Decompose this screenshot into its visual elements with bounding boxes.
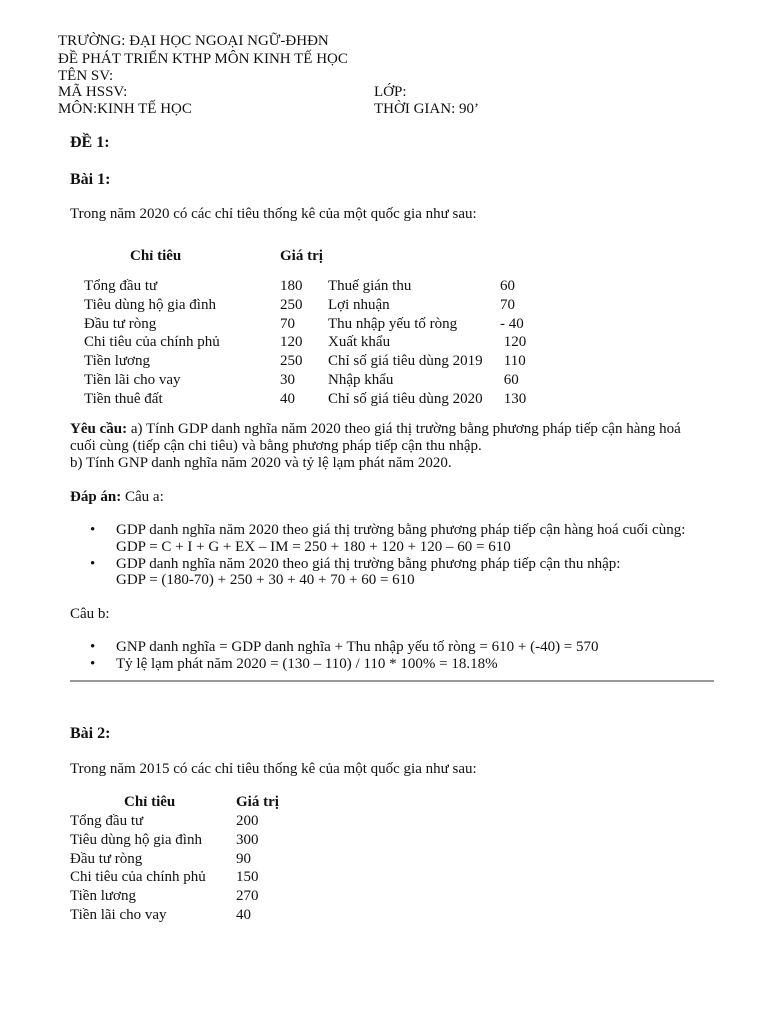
table-row bbox=[84, 352, 526, 371]
student-name-label: TÊN SV: bbox=[58, 68, 114, 84]
school-name: TRƯỜNG: ĐẠI HỌC NGOẠI NGỮ-ĐHĐN bbox=[58, 33, 329, 49]
indicator-value: 90 bbox=[236, 850, 251, 867]
answer-a-item-2-line1: GDP danh nghĩa năm 2020 theo giá thị trường bằng phương pháp tiếp cận thu nhập: bbox=[116, 556, 621, 572]
exam-title: ĐỀ PHÁT TRIỂN KTHP MÔN KINH TẾ HỌC bbox=[58, 51, 348, 67]
indicator-label: Tiền lương bbox=[84, 353, 150, 370]
indicator-value: 250 bbox=[280, 353, 303, 370]
answer-a-item-1-line2: GDP = C + I + G + EX – IM = 250 + 180 + 120 + 120 – 60 = 610 bbox=[116, 539, 511, 555]
table-row bbox=[70, 868, 279, 887]
indicator-value: 70 bbox=[500, 296, 515, 313]
bullet-icon: • bbox=[90, 556, 96, 572]
problem2-intro: Trong năm 2015 có các chỉ tiêu thống kê của một quốc gia như sau: bbox=[70, 761, 477, 777]
indicator-value: 150 bbox=[236, 869, 259, 886]
indicator-value: 120 bbox=[280, 334, 303, 351]
answer-b-item-1: GNP danh nghĩa = GDP danh nghĩa + Thu nhập yếu tố ròng = 610 + (-40) = 570 bbox=[116, 639, 599, 655]
table-row bbox=[70, 850, 279, 869]
indicator-value: 40 bbox=[280, 390, 295, 407]
student-id-label: MÃ HSSV: bbox=[58, 84, 128, 100]
indicator-value: 30 bbox=[280, 371, 295, 388]
indicator-value: 300 bbox=[236, 831, 259, 848]
indicator-value: 120 bbox=[500, 334, 527, 351]
indicator-label: Thuế gián thu bbox=[328, 278, 412, 294]
indicator-value: 70 bbox=[280, 315, 295, 332]
indicator-label: Lợi nhuận bbox=[328, 296, 390, 313]
indicator-label: Tiền lương bbox=[70, 888, 136, 905]
answer-a-item-1-line1: GDP danh nghĩa năm 2020 theo giá thị trường bằng phương pháp tiếp cận hàng hoá cuối cùng: bbox=[116, 522, 686, 538]
requirement-a-text: a) Tính GDP danh nghĩa năm 2020 theo giá thị trường bằng phương pháp tiếp cận hàng hoá bbox=[127, 421, 681, 437]
indicator-label: Thu nhập yếu tố ròng bbox=[328, 315, 458, 332]
indicator-label: Chi tiêu của chính phủ bbox=[84, 334, 220, 351]
answer-a-label: Câu a: bbox=[121, 489, 164, 505]
indicator-label: Xuất khẩu bbox=[328, 334, 391, 351]
indicator-label: Tổng đầu tư bbox=[70, 813, 144, 829]
table-row bbox=[84, 371, 526, 390]
indicator-value: 180 bbox=[280, 278, 303, 294]
column-header-indicator: Chỉ tiêu bbox=[124, 794, 176, 810]
table-header-row bbox=[84, 247, 526, 271]
answer-a-item-2-line2: GDP = (180-70) + 250 + 30 + 40 + 70 + 60 = 610 bbox=[116, 572, 415, 588]
indicator-label: Tiền lãi cho vay bbox=[84, 371, 181, 388]
indicator-value: 40 bbox=[236, 906, 251, 923]
requirement-line-a2: cuối cùng (tiếp cận chi tiêu) và bằng phương pháp tiếp cận thu nhập. bbox=[70, 438, 482, 454]
table-row bbox=[84, 277, 526, 296]
requirement-label: Yêu cầu: bbox=[70, 421, 128, 437]
answer-b-label: Câu b: bbox=[70, 606, 110, 622]
time-label: THỜI GIAN: 90’ bbox=[374, 101, 479, 117]
problem2-title: Bài 2: bbox=[70, 725, 111, 742]
answer-heading bbox=[70, 488, 164, 506]
indicator-label: Tiêu dùng hộ gia đình bbox=[84, 296, 216, 313]
indicator-label: Chỉ số giá tiêu dùng 2020 bbox=[328, 390, 483, 407]
problem1-title: Bài 1: bbox=[70, 171, 111, 188]
bullet-icon: • bbox=[90, 522, 96, 538]
subject-label: MÔN:KINH TẾ HỌC bbox=[58, 101, 192, 117]
indicator-label: Đầu tư ròng bbox=[84, 315, 157, 332]
column-header-indicator: Chỉ tiêu bbox=[130, 248, 182, 264]
indicator-value: 110 bbox=[500, 353, 526, 370]
indicator-label: Tổng đầu tư bbox=[84, 278, 158, 294]
indicator-label: Tiền thuê đất bbox=[84, 390, 163, 407]
indicator-value: - 40 bbox=[500, 315, 524, 332]
indicator-label: Tiêu dùng hộ gia đình bbox=[70, 831, 202, 848]
table-row bbox=[84, 296, 526, 315]
indicator-label: Chi tiêu của chính phủ bbox=[70, 869, 206, 886]
bullet-icon: • bbox=[90, 639, 96, 655]
indicator-value: 270 bbox=[236, 888, 259, 905]
table-row bbox=[84, 315, 526, 334]
table-row bbox=[84, 390, 526, 409]
table-row bbox=[70, 831, 279, 850]
section-divider bbox=[70, 680, 714, 682]
table-header-row bbox=[70, 793, 279, 812]
problem2-table bbox=[70, 793, 279, 925]
problem1-intro: Trong năm 2020 có các chỉ tiêu thống kê của một quốc gia như sau: bbox=[70, 206, 477, 222]
indicator-label: Chỉ số giá tiêu dùng 2019 bbox=[328, 353, 483, 370]
problem1-table bbox=[84, 247, 526, 409]
indicator-value: 60 bbox=[500, 371, 519, 388]
indicator-label: Đầu tư ròng bbox=[70, 850, 143, 867]
table-row bbox=[70, 812, 279, 831]
indicator-value: 250 bbox=[280, 296, 303, 313]
indicator-value: 60 bbox=[500, 278, 515, 294]
table-row bbox=[70, 906, 279, 925]
table-row bbox=[70, 887, 279, 906]
answer-label: Đáp án: bbox=[70, 489, 122, 505]
answer-b-item-2: Tỷ lệ lạm phát năm 2020 = (130 – 110) / 110 * 100% = 18.18% bbox=[116, 656, 498, 672]
bullet-icon: • bbox=[90, 656, 96, 672]
indicator-label: Nhập khẩu bbox=[328, 371, 394, 388]
column-header-value: Giá trị bbox=[280, 248, 323, 264]
column-header-value: Giá trị bbox=[236, 794, 279, 810]
requirement-line-b: b) Tính GNP danh nghĩa năm 2020 và tỷ lệ lạm phát năm 2020. bbox=[70, 455, 452, 471]
requirement-line-a1 bbox=[70, 420, 681, 438]
class-label: LỚP: bbox=[374, 84, 407, 100]
indicator-label: Tiền lãi cho vay bbox=[70, 906, 167, 923]
exam-label: ĐỀ 1: bbox=[70, 134, 110, 151]
table-row bbox=[84, 333, 526, 352]
indicator-value: 200 bbox=[236, 813, 259, 829]
indicator-value: 130 bbox=[500, 390, 527, 407]
